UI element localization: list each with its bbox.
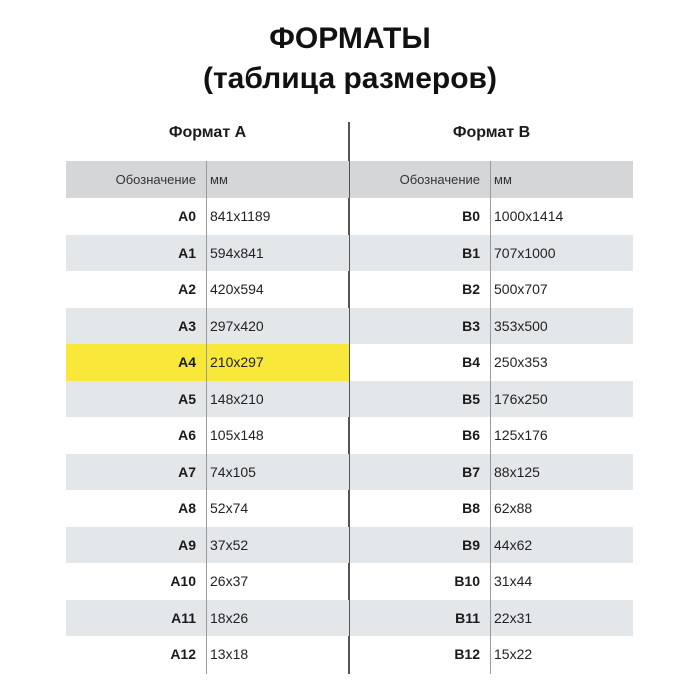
table-row <box>66 308 349 345</box>
row-code: B5 <box>462 390 480 407</box>
row-code: A1 <box>178 244 196 261</box>
row-size: 52x74 <box>210 500 249 517</box>
table-row <box>66 235 349 272</box>
header-size: мм <box>494 172 512 187</box>
table-row <box>350 563 633 600</box>
row-code: B7 <box>462 463 480 480</box>
format-a-title: Формат А <box>168 124 247 141</box>
table-row-highlighted <box>66 344 349 381</box>
table-row <box>350 271 633 308</box>
table-row <box>66 454 349 491</box>
row-size: 125x176 <box>494 427 548 444</box>
table-row <box>350 454 633 491</box>
row-code: B2 <box>462 281 480 298</box>
row-code: A2 <box>178 281 196 298</box>
table-row <box>66 417 349 454</box>
row-code: A8 <box>178 500 196 517</box>
table-row <box>66 636 349 673</box>
row-size: 148x210 <box>210 390 264 407</box>
table-header-row <box>350 161 633 198</box>
row-size: 353x500 <box>494 317 548 334</box>
row-size: 13x18 <box>210 646 249 663</box>
row-code: B10 <box>454 573 480 590</box>
row-size: 105x148 <box>210 427 264 444</box>
format-b-column-separator <box>490 161 491 674</box>
row-code: A10 <box>170 573 196 590</box>
row-code: A7 <box>178 463 196 480</box>
table-row <box>350 308 633 345</box>
row-code: B3 <box>462 317 480 334</box>
row-size: 250x353 <box>494 354 548 371</box>
row-code: A4 <box>178 354 196 371</box>
row-size: 1000x1414 <box>494 208 564 225</box>
row-code: B12 <box>454 646 480 663</box>
row-code: B4 <box>462 354 480 371</box>
page-title: ФОРМАТЫ <box>269 22 431 55</box>
row-code: A6 <box>178 427 196 444</box>
row-size: 210x297 <box>210 354 264 371</box>
row-code: A12 <box>170 646 196 663</box>
table-row <box>350 527 633 564</box>
table-row <box>66 527 349 564</box>
row-size: 31x44 <box>494 573 533 590</box>
header-code: Обозначение <box>115 172 196 187</box>
table-row <box>350 235 633 272</box>
row-code: A5 <box>178 390 196 407</box>
table-row <box>350 636 633 673</box>
row-code: A11 <box>171 609 196 626</box>
table-row <box>350 344 633 381</box>
format-b-title: Формат В <box>452 124 531 141</box>
row-code: B9 <box>462 536 480 553</box>
header-code: Обозначение <box>399 172 480 187</box>
row-size: 500x707 <box>494 281 548 298</box>
row-code: A0 <box>178 208 196 225</box>
row-code: B0 <box>462 208 480 225</box>
table-row <box>350 417 633 454</box>
row-size: 88x125 <box>494 463 540 480</box>
format-a-column-separator <box>206 161 207 674</box>
table-row <box>66 381 349 418</box>
table-row <box>66 198 349 235</box>
table-row <box>66 271 349 308</box>
row-size: 420x594 <box>210 281 264 298</box>
row-size: 707x1000 <box>494 244 556 261</box>
format-a-table <box>66 161 349 673</box>
row-size: 297x420 <box>210 317 264 334</box>
row-size: 176x250 <box>494 390 548 407</box>
row-size: 26x37 <box>210 573 249 590</box>
row-code: B6 <box>462 427 480 444</box>
header-size: мм <box>210 172 228 187</box>
table-row <box>350 198 633 235</box>
row-size: 22x31 <box>494 609 533 626</box>
row-code: A9 <box>178 536 196 553</box>
table-row <box>66 490 349 527</box>
row-code: B8 <box>462 500 480 517</box>
table-row <box>350 381 633 418</box>
row-code: B1 <box>462 244 480 261</box>
table-header-row <box>66 161 349 198</box>
row-size: 44x62 <box>494 536 533 553</box>
table-row <box>350 490 633 527</box>
row-size: 841x1189 <box>210 208 271 225</box>
row-code: B11 <box>455 609 480 626</box>
page-subtitle: (таблица размеров) <box>203 62 497 95</box>
row-size: 37x52 <box>210 536 249 553</box>
row-size: 18x26 <box>210 609 249 626</box>
table-row <box>66 563 349 600</box>
row-code: A3 <box>178 317 196 334</box>
row-size: 15x22 <box>494 646 533 663</box>
row-size: 62x88 <box>494 500 533 517</box>
row-size: 594x841 <box>210 244 264 261</box>
table-row <box>66 600 349 637</box>
row-size: 74x105 <box>210 463 256 480</box>
table-row <box>350 600 633 637</box>
format-b-table <box>350 161 633 673</box>
